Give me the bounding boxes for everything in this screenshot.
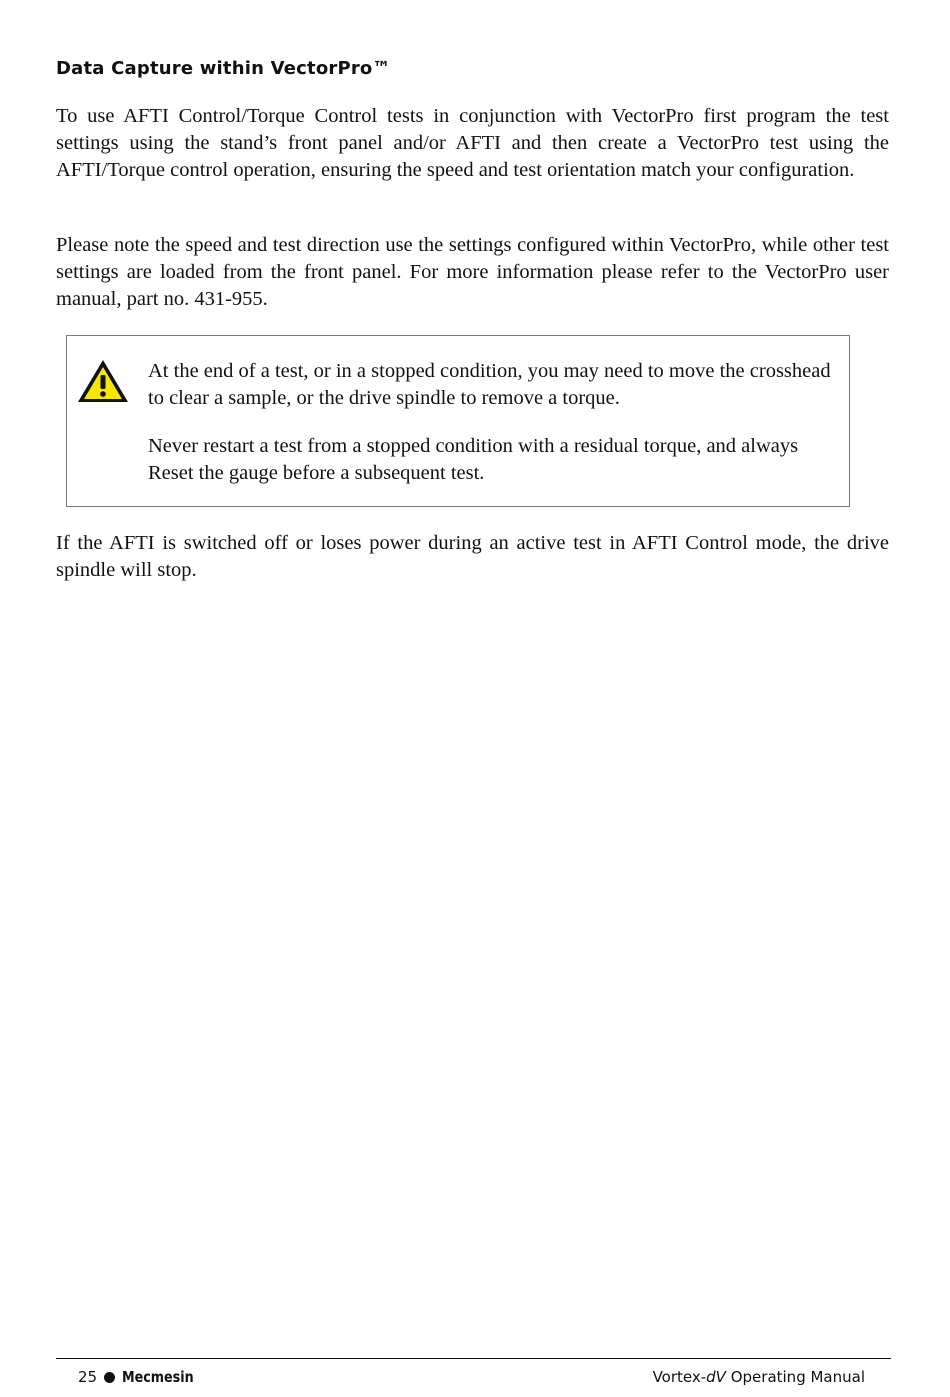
manual-title-model: dV xyxy=(706,1368,726,1386)
bullet-dot-icon xyxy=(104,1372,115,1383)
section-heading: Data Capture within VectorPro™ xyxy=(56,58,391,79)
manual-title-suffix: Operating Manual xyxy=(725,1368,865,1386)
caution-box xyxy=(66,335,850,507)
caution-text-never-restart: Never restart a test from a stopped condition with a residual torque, and always Reset the gauge before a subsequent test. xyxy=(148,435,799,484)
page-number: 25 xyxy=(78,1368,98,1386)
footer-left xyxy=(78,1366,209,1388)
warning-triangle-icon xyxy=(76,357,130,405)
paragraph-power-loss: If the AFTI is switched off or loses power during an active test in AFTI Control mode, the drive spindle will stop. xyxy=(56,532,889,581)
caution-text-move-crosshead: At the end of a test, or in a stopped condition, you may need to move the crosshead to clear a sample, or the drive spindle to remove a torque. xyxy=(148,360,831,409)
brand-name: Mecmesin xyxy=(122,1368,194,1386)
manual-title-prefix: Vortex- xyxy=(652,1368,707,1386)
paragraph-afti-vectorpro-setup: To use AFTI Control/Torque Control tests in conjunction with VectorPro first program the test settings using the stand’s front panel and/or AFTI and then create a VectorPro test using the AFTI/Torque control operation, ensuring the speed and test orientation match your configuration. xyxy=(56,105,889,181)
manual-title xyxy=(653,1366,865,1388)
footer-divider xyxy=(56,1358,891,1359)
paragraph-settings-note: Please note the speed and test direction use the settings configured within VectorPro, while other test settings are loaded from the front panel. For more information please refer to the VectorPro user manual, part no. 431-955. xyxy=(56,234,889,310)
